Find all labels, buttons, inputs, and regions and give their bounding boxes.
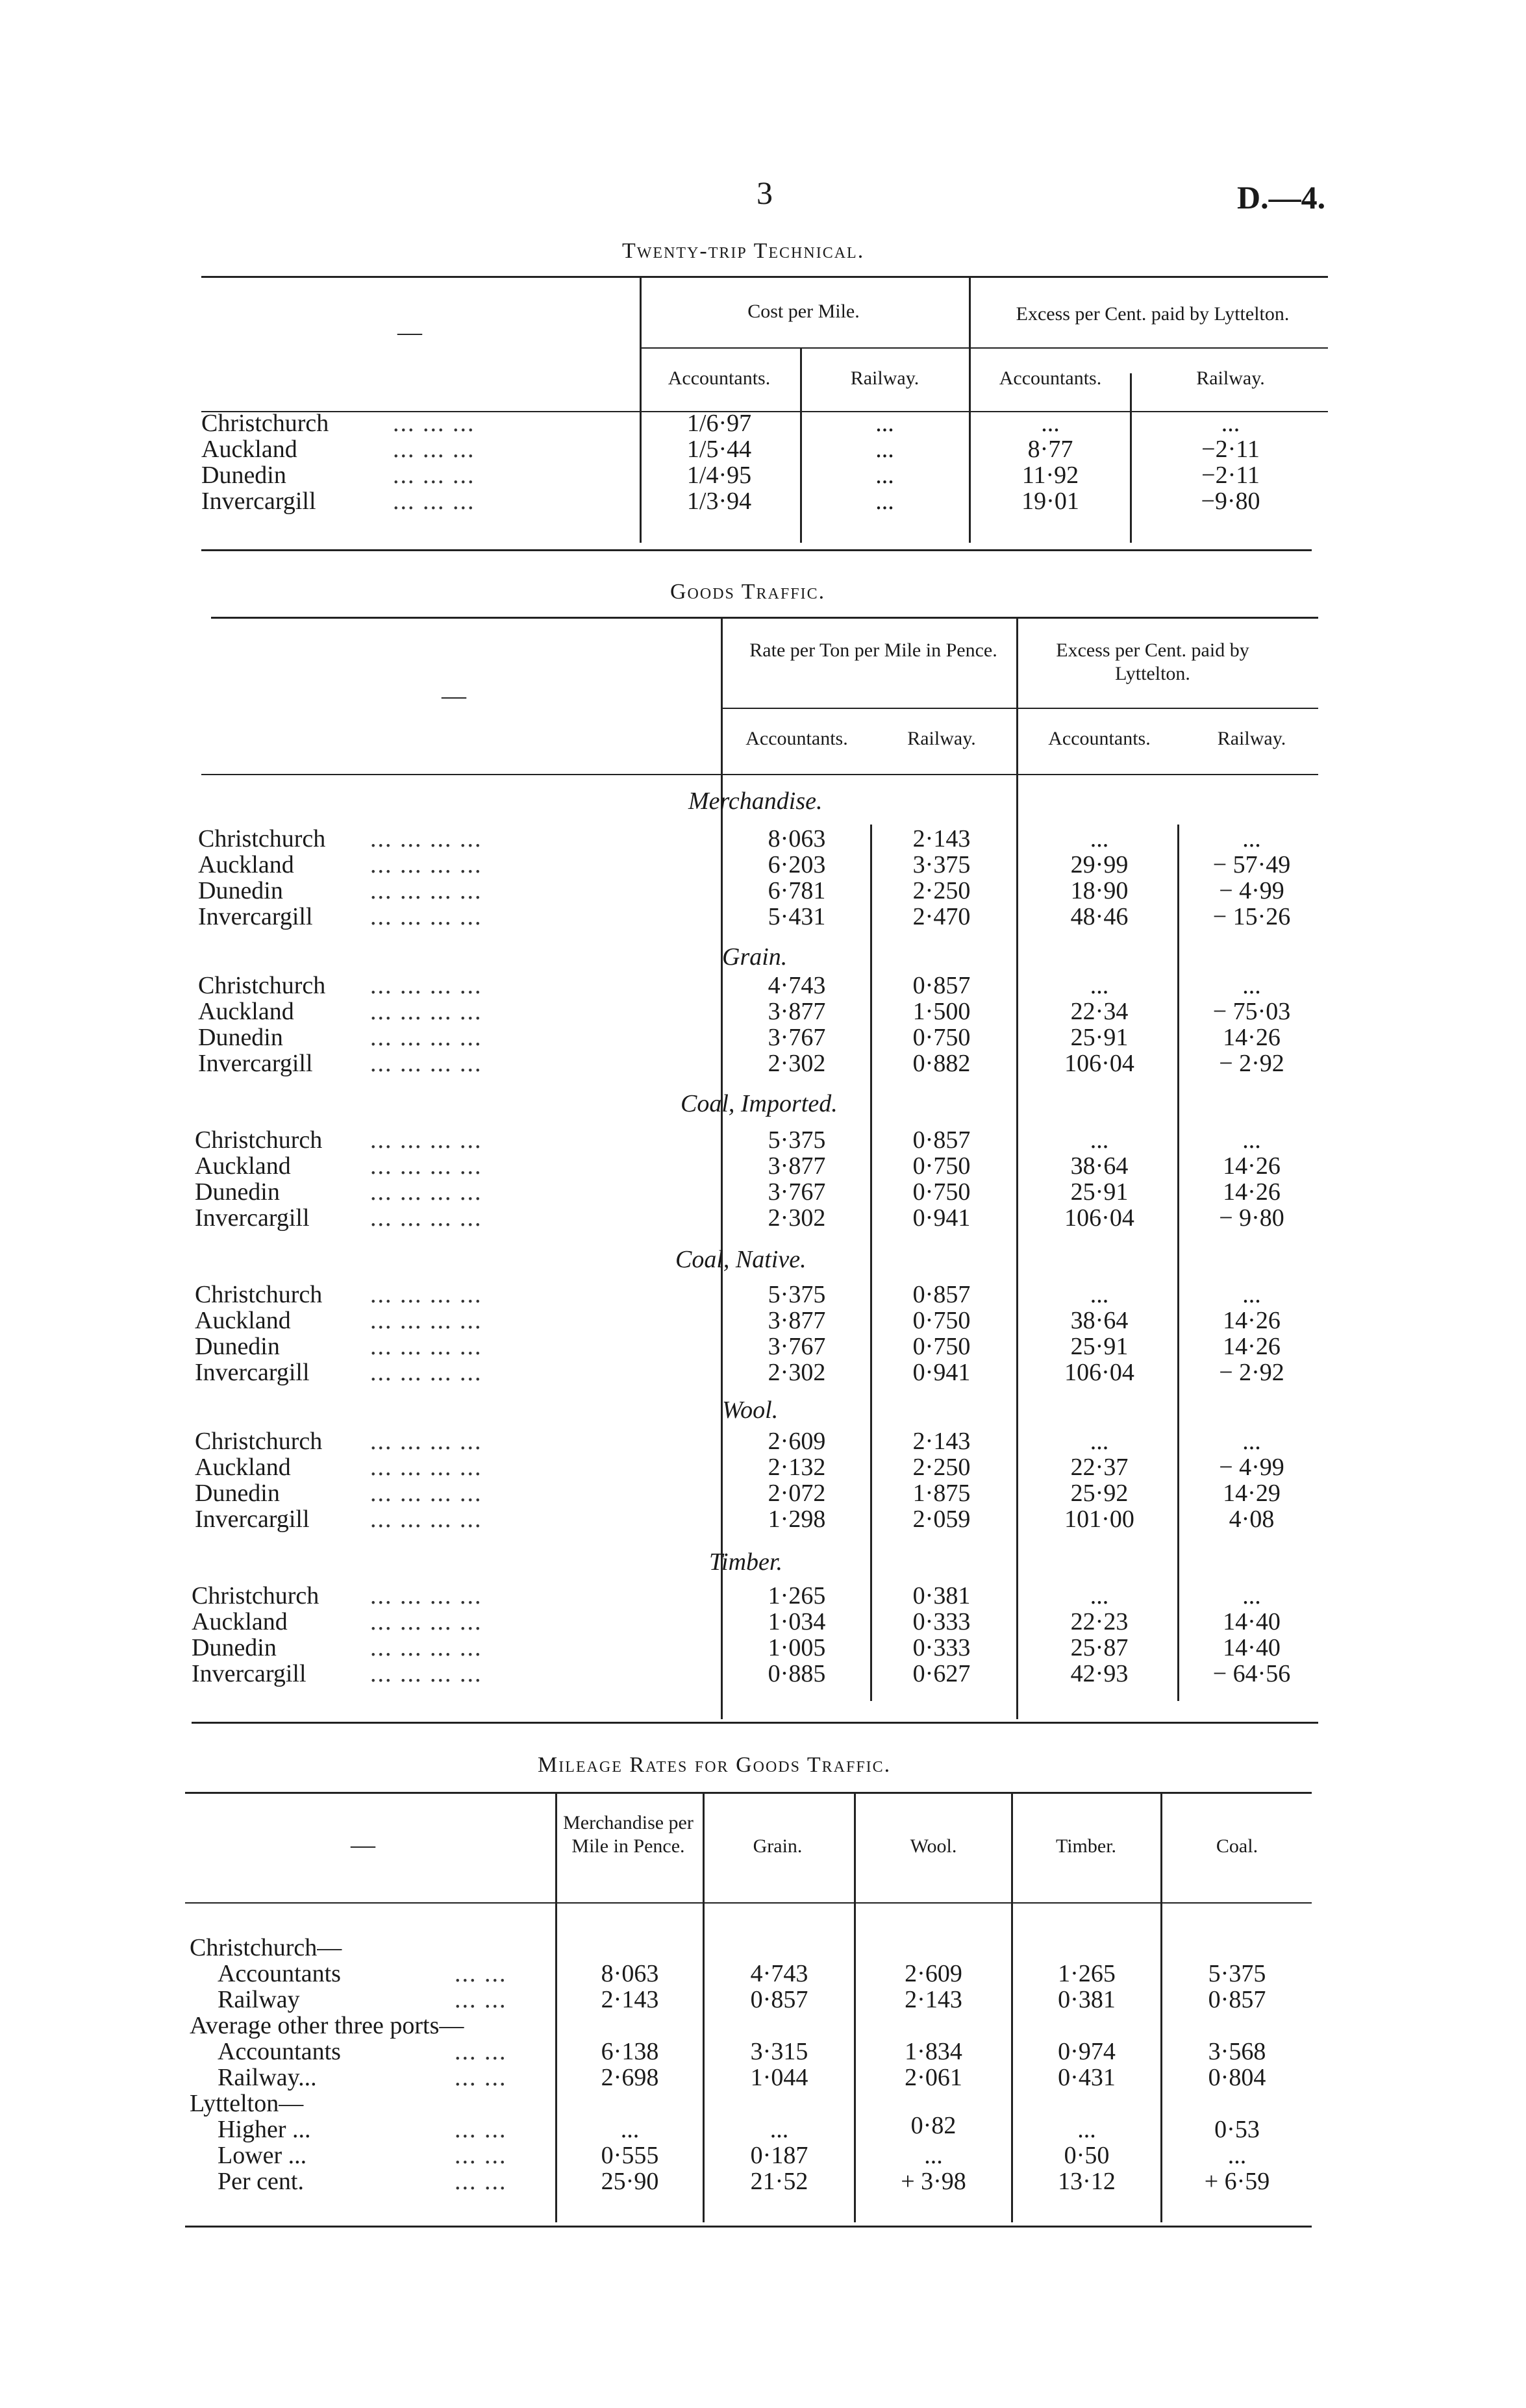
- port-name: Invercargill: [201, 488, 316, 515]
- leader-dots: ... ...: [455, 1960, 507, 1987]
- grain-value: 1·044: [750, 2064, 808, 2091]
- excess-accountants: 25·87: [1070, 1634, 1129, 1661]
- technical-cost-railway-header: Railway.: [850, 367, 919, 389]
- port-name: Invercargill: [195, 1359, 310, 1386]
- cost-railway: ...: [875, 410, 894, 437]
- grain-value: 0·857: [750, 1986, 808, 2013]
- port-name: Invercargill: [198, 903, 313, 930]
- section-label: Grain.: [722, 943, 788, 971]
- rate-accountants: 3·877: [768, 1307, 826, 1334]
- excess-railway: 14·26: [1223, 1024, 1281, 1051]
- mileage-row-header-dash: —: [351, 1831, 375, 1859]
- technical-excess-accountants-header: Accountants.: [999, 367, 1102, 389]
- leader-dots: ... ... ... ...: [370, 1480, 482, 1507]
- excess-accountants: 25·91: [1070, 1024, 1129, 1051]
- leader-dots: ... ...: [455, 2038, 507, 2065]
- leader-dots: ... ... ... ...: [370, 1582, 482, 1609]
- leader-dots: ... ... ...: [393, 488, 475, 515]
- port-name: Christchurch: [195, 1428, 323, 1455]
- rate-railway: 2·059: [912, 1506, 971, 1533]
- port-name: Dunedin: [195, 1480, 280, 1507]
- leader-dots: ... ... ... ...: [370, 1204, 482, 1232]
- excess-accountants: 25·91: [1070, 1333, 1129, 1360]
- excess-railway: − 4·99: [1219, 1454, 1284, 1481]
- excess-accountants: 22·34: [1070, 998, 1129, 1025]
- cost-accountants: 1/4·95: [686, 462, 752, 489]
- rate-railway: 0·857: [912, 1281, 971, 1308]
- excess-accountants: ...: [1090, 825, 1109, 852]
- mileage-header-grain: Grain.: [753, 1835, 803, 1857]
- excess-accountants: 38·64: [1070, 1152, 1129, 1180]
- document-reference: D.—4.: [1237, 179, 1326, 216]
- leader-dots: ... ... ... ...: [370, 998, 482, 1025]
- goods-rate-header: Rate per Ton per Mile in Pence.: [749, 639, 997, 661]
- rate-railway: 0·750: [912, 1152, 971, 1180]
- port-name: Auckland: [192, 1608, 288, 1635]
- leader-dots: ... ... ... ...: [370, 1281, 482, 1308]
- leader-dots: ... ... ...: [393, 410, 475, 437]
- mileage-table-title: Mileage Rates for Goods Traffic.: [538, 1753, 892, 1777]
- rate-railway: 0·857: [912, 1126, 971, 1154]
- goods-rate-railway-header: Railway.: [907, 728, 976, 749]
- port-name: Christchurch: [192, 1582, 319, 1609]
- rate-accountants: 3·767: [768, 1024, 826, 1051]
- excess-accountants: ...: [1041, 410, 1060, 437]
- excess-railway: ...: [1242, 1126, 1261, 1154]
- port-name: Christchurch: [195, 1126, 323, 1154]
- port-name: Christchurch: [198, 972, 326, 999]
- rate-accountants: 5·375: [768, 1126, 826, 1154]
- leader-dots: ... ... ... ...: [370, 1359, 482, 1386]
- port-name: Auckland: [198, 851, 294, 878]
- excess-accountants: 42·93: [1070, 1660, 1129, 1687]
- row-label: Per cent.: [218, 2168, 304, 2195]
- port-name: Auckland: [195, 1307, 291, 1334]
- leader-dots: ... ... ... ...: [370, 1660, 482, 1687]
- excess-railway: ...: [1221, 410, 1240, 437]
- rate-railway: 1·500: [912, 998, 971, 1025]
- rate-railway: 0·750: [912, 1178, 971, 1206]
- row-label: Lyttelton—: [190, 2090, 304, 2117]
- port-name: Invercargill: [198, 1050, 313, 1077]
- leader-dots: ... ... ... ...: [370, 1178, 482, 1206]
- timber-value: 13·12: [1058, 2168, 1116, 2195]
- row-label: Christchurch—: [190, 1934, 342, 1961]
- wool-value: 2·609: [905, 1960, 962, 1987]
- leader-dots: ... ...: [455, 2064, 507, 2091]
- rate-accountants: 2·302: [768, 1050, 826, 1077]
- row-label: Railway: [218, 1986, 300, 2013]
- wool-value: + 3·98: [901, 2168, 966, 2195]
- excess-accountants: ...: [1090, 1281, 1109, 1308]
- rate-accountants: 3·877: [768, 1152, 826, 1180]
- row-label: Lower ...: [218, 2142, 307, 2169]
- port-name: Auckland: [195, 1152, 291, 1180]
- rate-railway: 2·143: [912, 825, 971, 852]
- excess-accountants: 106·04: [1064, 1359, 1134, 1386]
- goods-row-header-dash: —: [442, 682, 466, 710]
- rate-railway: 0·381: [912, 1582, 971, 1609]
- excess-accountants: 48·46: [1070, 903, 1129, 930]
- excess-railway: − 9·80: [1219, 1204, 1284, 1232]
- excess-accountants: ...: [1090, 1582, 1109, 1609]
- goods-excess-header: Excess per Cent. paid by Lyttelton.: [1056, 639, 1249, 684]
- leader-dots: ... ... ... ...: [370, 1024, 482, 1051]
- rate-accountants: 2·302: [768, 1359, 826, 1386]
- port-name: Dunedin: [198, 877, 283, 904]
- port-name: Auckland: [201, 436, 297, 463]
- port-name: Dunedin: [201, 462, 286, 489]
- section-label: Coal, Native.: [675, 1246, 807, 1273]
- port-name: Christchurch: [201, 410, 329, 437]
- rate-accountants: 0·885: [768, 1660, 826, 1687]
- wool-value: 0·82: [910, 2112, 957, 2139]
- excess-railway: − 4·99: [1219, 877, 1284, 904]
- wool-value: ...: [924, 2142, 943, 2169]
- rate-accountants: 1·298: [768, 1506, 826, 1533]
- excess-railway: −2·11: [1201, 436, 1260, 463]
- merchandise-value: 8·063: [601, 1960, 659, 1987]
- port-name: Dunedin: [195, 1333, 280, 1360]
- leader-dots: ... ... ... ...: [370, 877, 482, 904]
- row-label: Accountants: [218, 2038, 341, 2065]
- leader-dots: ... ... ... ...: [370, 1454, 482, 1481]
- cost-accountants: 1/3·94: [686, 488, 752, 515]
- excess-railway: 14·40: [1223, 1634, 1281, 1661]
- section-label: Wool.: [722, 1396, 779, 1424]
- timber-value: 0·974: [1058, 2038, 1116, 2065]
- rate-railway: 0·882: [912, 1050, 971, 1077]
- rate-accountants: 3·767: [768, 1178, 826, 1206]
- rate-railway: 3·375: [912, 851, 971, 878]
- rate-accountants: 8·063: [768, 825, 826, 852]
- merchandise-value: 25·90: [601, 2168, 659, 2195]
- leader-dots: ... ... ... ...: [370, 825, 482, 852]
- goods-rate-accountants-header: Accountants.: [745, 728, 848, 749]
- excess-railway: 14·40: [1223, 1608, 1281, 1635]
- leader-dots: ... ... ... ...: [370, 851, 482, 878]
- excess-railway: 14·26: [1223, 1152, 1281, 1180]
- excess-railway: − 64·56: [1212, 1660, 1291, 1687]
- technical-cost-header: Cost per Mile.: [747, 301, 860, 322]
- excess-accountants: 19·01: [1021, 488, 1079, 515]
- grain-value: 4·743: [750, 1960, 808, 1987]
- grain-value: 0·187: [750, 2142, 808, 2169]
- timber-value: ...: [1077, 2116, 1096, 2143]
- technical-excess-header: Excess per Cent. paid by Lyttelton.: [1016, 303, 1290, 325]
- excess-railway: ...: [1242, 1582, 1261, 1609]
- rate-railway: 0·750: [912, 1307, 971, 1334]
- cost-accountants: 1/5·44: [686, 436, 752, 463]
- excess-railway: −9·80: [1201, 488, 1260, 515]
- excess-accountants: 8·77: [1027, 436, 1073, 463]
- wool-value: 2·061: [905, 2064, 962, 2091]
- section-label: Coal, Imported.: [681, 1090, 838, 1117]
- port-name: Invercargill: [195, 1506, 310, 1533]
- leader-dots: ... ... ... ...: [370, 972, 482, 999]
- excess-accountants: ...: [1090, 1428, 1109, 1455]
- rate-railway: 1·875: [912, 1480, 971, 1507]
- timber-value: 0·50: [1064, 2142, 1110, 2169]
- goods-excess-accountants-header: Accountants.: [1048, 728, 1151, 749]
- rate-railway: 0·333: [912, 1608, 971, 1635]
- excess-railway: 14·29: [1223, 1480, 1281, 1507]
- port-name: Dunedin: [198, 1024, 283, 1051]
- grain-value: 3·315: [750, 2038, 808, 2065]
- goods-table-title: Goods Traffic.: [670, 580, 826, 604]
- rate-accountants: 1·005: [768, 1634, 826, 1661]
- mileage-header-merchandise: Merchandise per Mile in Pence.: [563, 1812, 694, 1857]
- grain-value: ...: [769, 2116, 789, 2143]
- mileage-header-timber: Timber.: [1055, 1835, 1117, 1857]
- leader-dots: ... ...: [455, 2142, 507, 2169]
- excess-accountants: ...: [1090, 972, 1109, 999]
- leader-dots: ... ... ... ...: [370, 1333, 482, 1360]
- excess-accountants: 29·99: [1070, 851, 1129, 878]
- port-name: Auckland: [195, 1454, 291, 1481]
- grain-value: 21·52: [750, 2168, 808, 2195]
- rate-accountants: 3·767: [768, 1333, 826, 1360]
- leader-dots: ... ... ... ...: [370, 1608, 482, 1635]
- timber-value: 0·381: [1058, 1986, 1116, 2013]
- excess-accountants: 101·00: [1064, 1506, 1134, 1533]
- excess-accountants: 22·37: [1070, 1454, 1129, 1481]
- leader-dots: ... ... ... ...: [370, 903, 482, 930]
- coal-value: 5·375: [1208, 1960, 1266, 1987]
- rate-railway: 0·333: [912, 1634, 971, 1661]
- rate-railway: 0·627: [912, 1660, 971, 1687]
- leader-dots: ... ... ... ...: [370, 1307, 482, 1334]
- row-label: Railway...: [218, 2064, 317, 2091]
- excess-accountants: 11·92: [1021, 462, 1079, 489]
- excess-accountants: 38·64: [1070, 1307, 1129, 1334]
- leader-dots: ... ...: [455, 1986, 507, 2013]
- rate-accountants: 2·132: [768, 1454, 826, 1481]
- technical-cost-accountants-header: Accountants.: [668, 367, 771, 389]
- leader-dots: ... ... ... ...: [370, 1050, 482, 1077]
- merchandise-value: 2·143: [601, 1986, 659, 2013]
- technical-row-header-dash: —: [397, 319, 422, 346]
- excess-accountants: 18·90: [1070, 877, 1129, 904]
- rate-railway: 2·250: [912, 877, 971, 904]
- rate-railway: 0·750: [912, 1333, 971, 1360]
- excess-accountants: 25·91: [1070, 1178, 1129, 1206]
- technical-excess-railway-header: Railway.: [1196, 367, 1265, 389]
- goods-excess-railway-header: Railway.: [1217, 728, 1286, 749]
- rate-accountants: 6·781: [768, 877, 826, 904]
- rate-accountants: 3·877: [768, 998, 826, 1025]
- leader-dots: ... ...: [455, 2168, 507, 2195]
- leader-dots: ... ... ...: [393, 436, 475, 463]
- leader-dots: ... ... ... ...: [370, 1126, 482, 1154]
- timber-value: 1·265: [1058, 1960, 1116, 1987]
- excess-accountants: 25·92: [1070, 1480, 1129, 1507]
- port-name: Auckland: [198, 998, 294, 1025]
- excess-railway: − 75·03: [1212, 998, 1291, 1025]
- mileage-header-coal: Coal.: [1216, 1835, 1258, 1857]
- cost-railway: ...: [875, 488, 894, 515]
- excess-railway: −2·11: [1201, 462, 1260, 489]
- port-name: Dunedin: [192, 1634, 277, 1661]
- excess-railway: 4·08: [1229, 1506, 1275, 1533]
- rate-accountants: 1·265: [768, 1582, 826, 1609]
- section-label: Timber.: [709, 1548, 782, 1576]
- rate-accountants: 6·203: [768, 851, 826, 878]
- rate-railway: 2·143: [912, 1428, 971, 1455]
- coal-value: 0·857: [1208, 1986, 1266, 2013]
- excess-railway: − 2·92: [1219, 1050, 1284, 1077]
- rate-railway: 2·470: [912, 903, 971, 930]
- row-label: Higher ...: [218, 2116, 311, 2143]
- port-name: Invercargill: [192, 1660, 306, 1687]
- leader-dots: ... ... ... ...: [370, 1634, 482, 1661]
- wool-value: 1·834: [905, 2038, 962, 2065]
- coal-value: ...: [1227, 2142, 1247, 2169]
- mileage-header-wool: Wool.: [910, 1835, 957, 1857]
- excess-accountants: 106·04: [1064, 1050, 1134, 1077]
- excess-accountants: 106·04: [1064, 1204, 1134, 1232]
- excess-accountants: 22·23: [1070, 1608, 1129, 1635]
- merchandise-value: 2·698: [601, 2064, 659, 2091]
- cost-accountants: 1/6·97: [686, 410, 752, 437]
- excess-railway: ...: [1242, 972, 1261, 999]
- rate-accountants: 4·743: [768, 972, 826, 999]
- excess-railway: 14·26: [1223, 1307, 1281, 1334]
- leader-dots: ... ...: [455, 2116, 507, 2143]
- rate-accountants: 5·375: [768, 1281, 826, 1308]
- rate-railway: 0·941: [912, 1359, 971, 1386]
- technical-table-title: Twenty-trip Technical.: [622, 239, 865, 263]
- row-label: Average other three ports—: [190, 2012, 464, 2039]
- rate-accountants: 2·072: [768, 1480, 826, 1507]
- merchandise-value: 0·555: [601, 2142, 659, 2169]
- rate-railway: 0·857: [912, 972, 971, 999]
- section-label: Merchandise.: [688, 788, 823, 815]
- excess-railway: ...: [1242, 1281, 1261, 1308]
- timber-value: 0·431: [1058, 2064, 1116, 2091]
- merchandise-value: 6·138: [601, 2038, 659, 2065]
- leader-dots: ... ... ... ...: [370, 1506, 482, 1533]
- cost-railway: ...: [875, 462, 894, 489]
- leader-dots: ... ... ...: [393, 462, 475, 489]
- rate-accountants: 5·431: [768, 903, 826, 930]
- coal-value: 3·568: [1208, 2038, 1266, 2065]
- port-name: Christchurch: [198, 825, 326, 852]
- row-label: Accountants: [218, 1960, 341, 1987]
- rate-accountants: 2·609: [768, 1428, 826, 1455]
- port-name: Christchurch: [195, 1281, 323, 1308]
- coal-value: 0·53: [1214, 2116, 1260, 2143]
- excess-railway: 14·26: [1223, 1178, 1281, 1206]
- coal-value: 0·804: [1208, 2064, 1266, 2091]
- excess-accountants: ...: [1090, 1126, 1109, 1154]
- leader-dots: ... ... ... ...: [370, 1152, 482, 1180]
- excess-railway: − 57·49: [1212, 851, 1291, 878]
- excess-railway: ...: [1242, 825, 1261, 852]
- merchandise-value: ...: [620, 2116, 640, 2143]
- excess-railway: ...: [1242, 1428, 1261, 1455]
- wool-value: 2·143: [905, 1986, 962, 2013]
- rate-railway: 0·941: [912, 1204, 971, 1232]
- cost-railway: ...: [875, 436, 894, 463]
- coal-value: + 6·59: [1204, 2168, 1270, 2195]
- port-name: Invercargill: [195, 1204, 310, 1232]
- page-number: 3: [757, 175, 773, 211]
- excess-railway: − 15·26: [1212, 903, 1291, 930]
- excess-railway: 14·26: [1223, 1333, 1281, 1360]
- port-name: Dunedin: [195, 1178, 280, 1206]
- rate-accountants: 2·302: [768, 1204, 826, 1232]
- excess-railway: − 2·92: [1219, 1359, 1284, 1386]
- rate-railway: 2·250: [912, 1454, 971, 1481]
- leader-dots: ... ... ... ...: [370, 1428, 482, 1455]
- rate-railway: 0·750: [912, 1024, 971, 1051]
- rate-accountants: 1·034: [768, 1608, 826, 1635]
